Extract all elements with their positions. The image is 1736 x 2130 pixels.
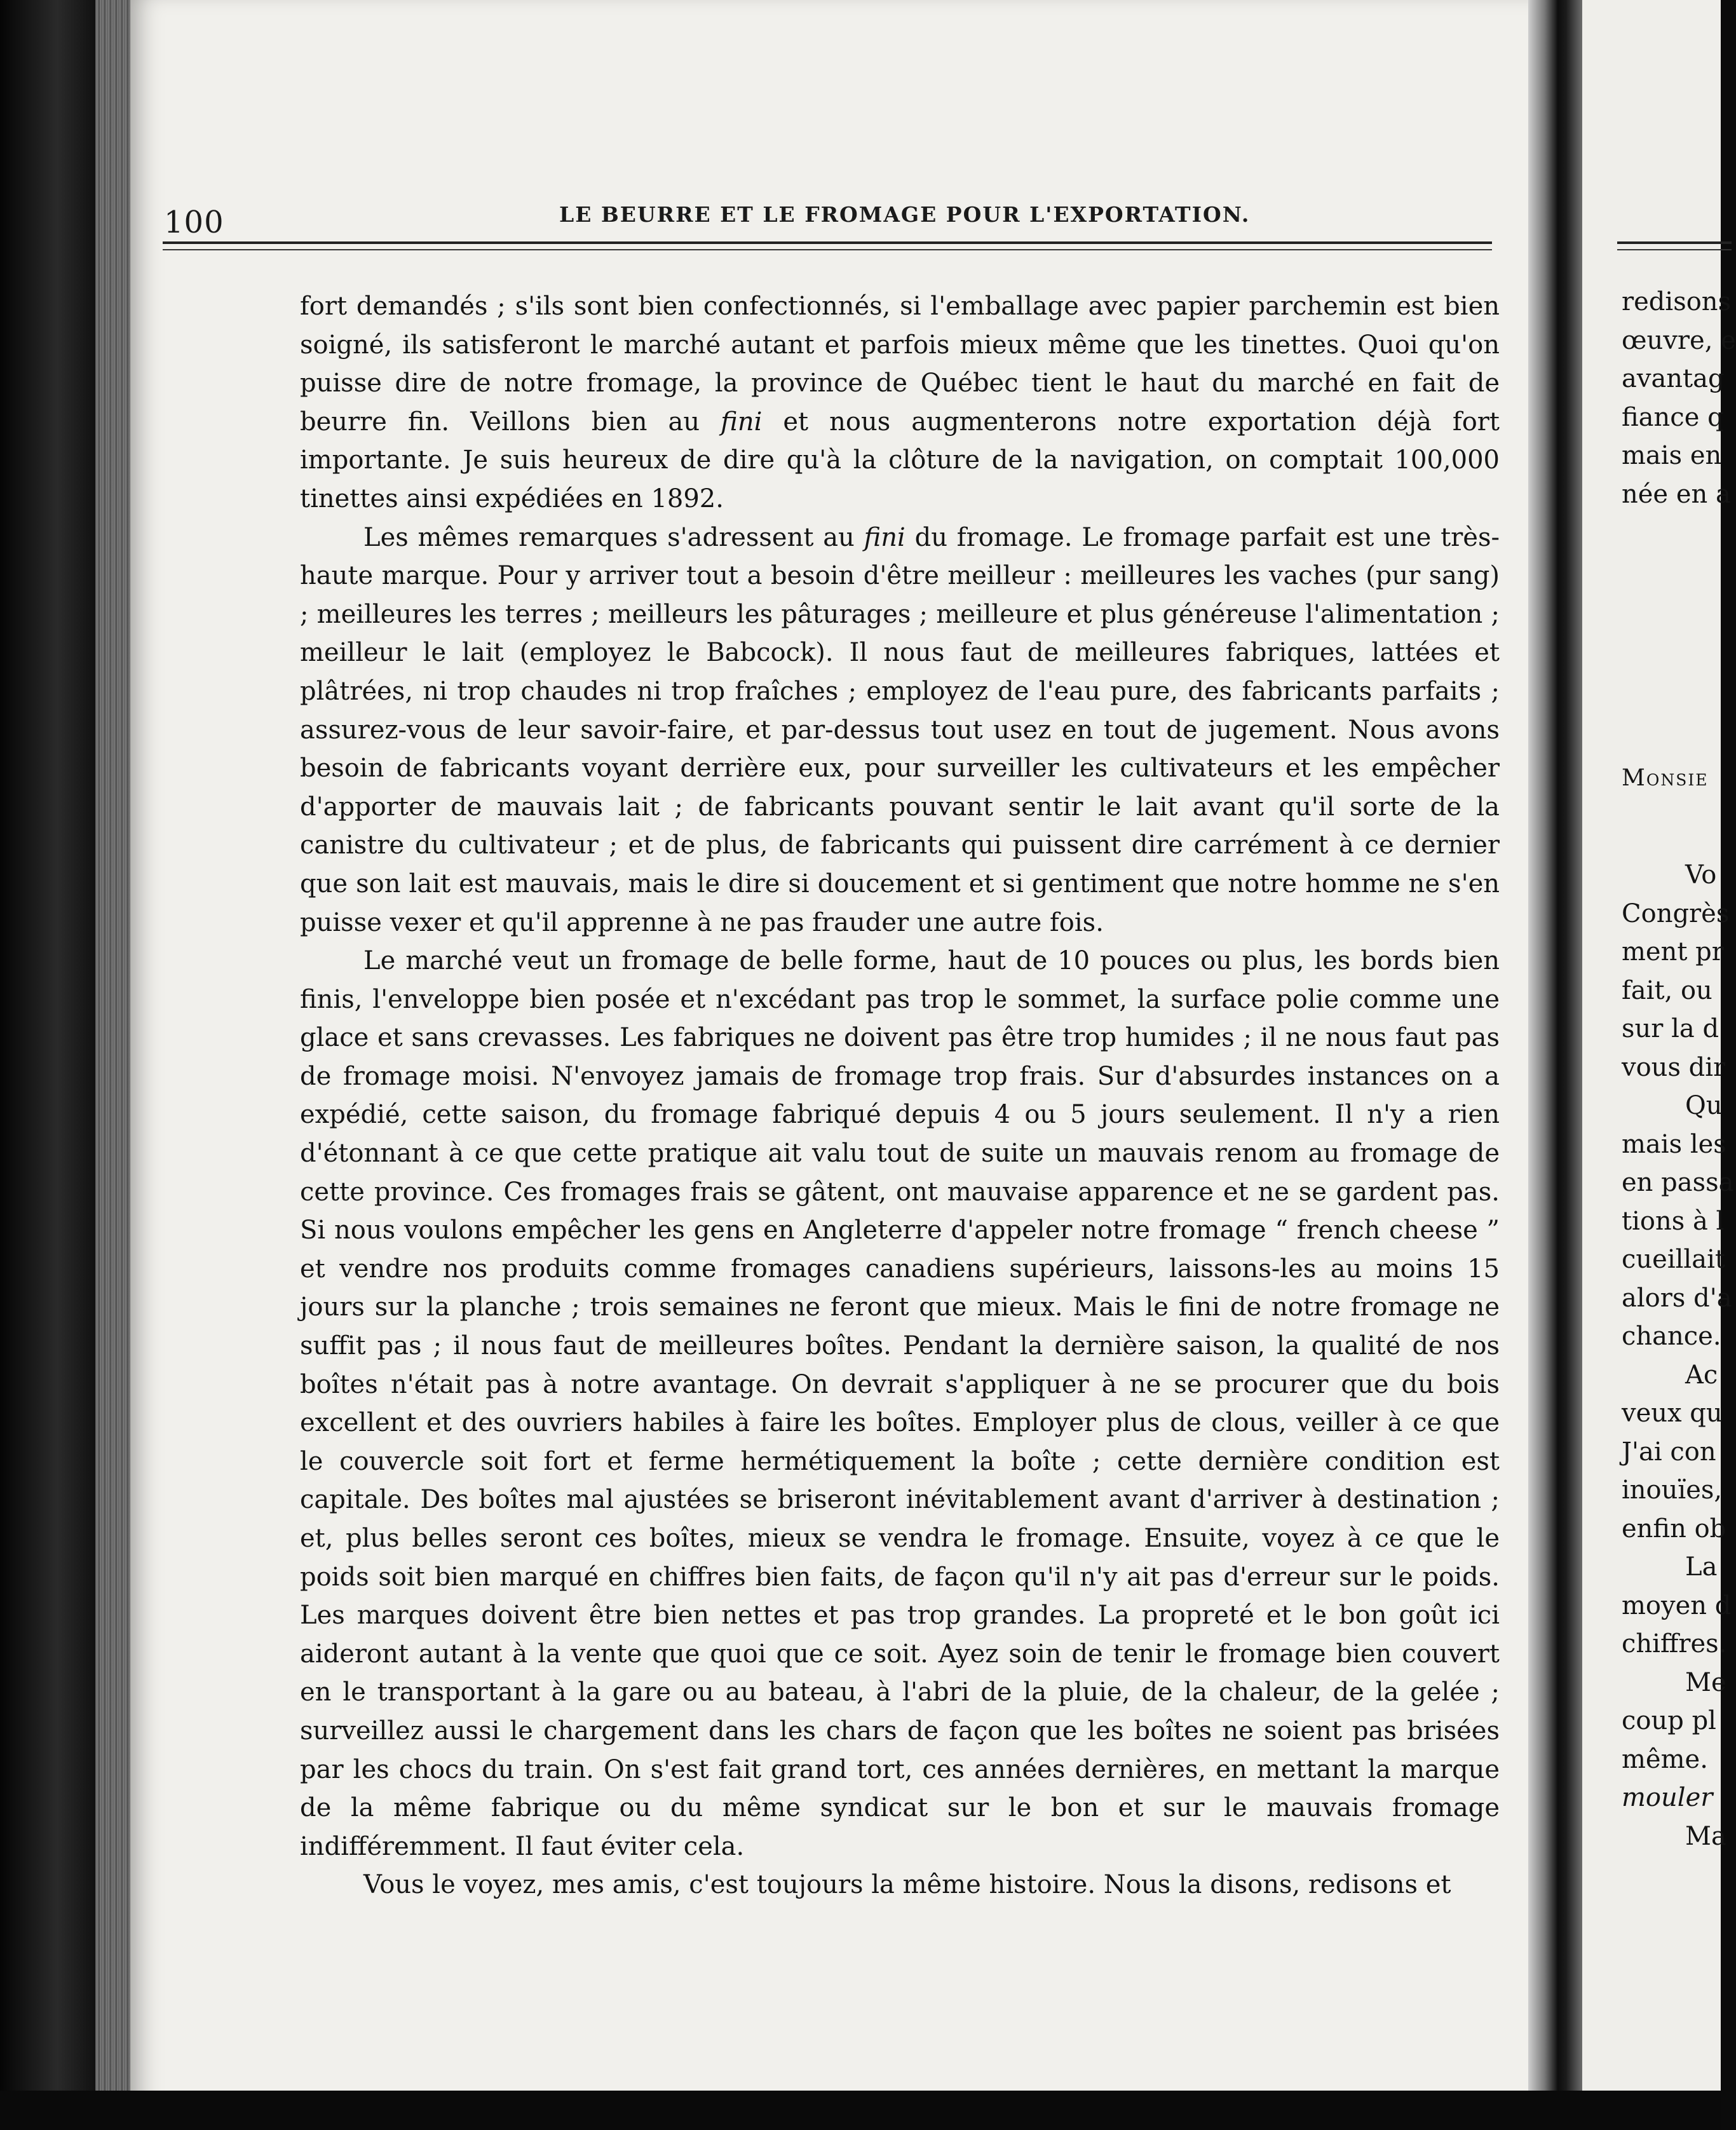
right-page-line: vous dir (1622, 1052, 1726, 1082)
right-page-line: même. (1622, 1744, 1708, 1774)
right-page-line: redisons (1622, 287, 1732, 316)
right-page-line: fait, ou (1622, 975, 1712, 1005)
book-gutter (1528, 0, 1582, 2130)
right-page-line: Congrès (1622, 899, 1730, 928)
paragraph-text: du fromage. Le fromage parfait est une très-haute marque. Pour y arriver tout a besoin d'être meilleur : meilleures les vaches (pur sang) ; meilleures les terres ; meilleurs les pâturages ; meilleure et plus généreuse l'alimentation ; meilleur le lait (employez le Babcock). Il nous faut de meilleures fabriques, lattées et plâtrées, ni trop chaudes ni trop fraîches ; employez de l'eau pure, des fabricants parfaits ; assurez-vous de leur savoir-faire, et par-dessus tout usez en tout de jugement. Nous avons besoin de fabricants voyant derrière eux, pour surveiller les cultivateurs et les empêcher d'apporter de mauvais lait ; de fabricants pouvant sentir le lait avant qu'il sorte de la canistre du cultivateur ; et de plus, de fabricants qui puissent dire carrément à ce dernier que son lait est mauvais, mais le dire si doucement et si gentiment que notre homme ne s'en puisse vexer et qu'il apprenne à ne pas frauder une autre fois. (300, 522, 1500, 937)
right-page-heading: Monsie (1622, 765, 1709, 791)
right-page-line: Vo (1685, 860, 1717, 890)
running-title: LE BEURRE ET LE FROMAGE POUR L'EXPORTATION. (559, 202, 1251, 227)
paragraph-text: Le marché veut un fromage de belle forme, haut de 10 pouces ou plus, les bords bien finis, l'enveloppe bien posée et n'excédant pas trop le sommet, la surface polie comme une glace et sans crevasses. Les fabriques ne doivent pas être trop humides ; il ne nous faut pas de fromage moisi. N'envoyez jamais de fromage trop frais. Sur d'absurdes instances on a expédié, cette saison, du fromage fabriqué depuis 4 ou 5 jours seulement. Il n'y a rien d'étonnant à ce que cette pratique ait valu tout de suite un mauvais renom au fromage de cette province. Ces fromages frais se gâtent, ont mauvaise apparence et ne se gardent pas. Si nous voulons empêcher les gens en Angleterre d'appeler notre fromage “ french cheese ” et vendre nos produits comme fromages canadiens supérieurs, laissons-les au moins 15 jours sur la planche ; trois semaines ne feront que mieux. Mais le fini de notre fromage ne suffit pas ; il nous faut de meilleures boîtes. Pendant la dernière saison, la qualité de nos boîtes n'était pas à notre avantage. On devrait s'appliquer à ne se procurer que du bois excellent et des ouvriers habiles à faire les boîtes. Employer plus de clous, veiller à ce que le couvercle soit fort et ferme hermétiquement la boîte ; cette dernière condition est capitale. Des boîtes mal ajustées se briseront inévitablement avant d'arriver à destination ; et, plus belles seront ces boîtes, mieux se vendra le fromage. Ensuite, voyez à ce que le poids soit bien marqué en chiffres bien faits, de façon qu'il n'y ait pas d'erreur sur le poids. Les marques doivent être bien nettes et pas trop grandes. La propreté et le bon goût ici aideront autant à la vente que quoi que ce soit. Ayez soin de tenir le fromage bien couvert en le transportant à la gare ou au bateau, à l'abri de la pluie, de la chaleur, de la gelée ; surveillez aussi le chargement dans les chars de façon que les boîtes ne soient pas brisées par les chocs du train. On s'est fait grand tort, ces années dernières, en mettant la marque de la même fabrique ou du même syndicat sur le bon et sur le mauvais fromage indifféremment. Il faut éviter cela. (300, 946, 1500, 1861)
right-page-line: mais les (1622, 1129, 1726, 1159)
page-number: 100 (164, 205, 224, 240)
right-page-line: Ac (1685, 1360, 1718, 1390)
right-page-line: alors d'a (1622, 1283, 1732, 1313)
right-page-line: fiance q (1622, 402, 1724, 432)
right-page-line: Ma (1685, 1821, 1726, 1851)
right-page-line: ment pr (1622, 937, 1724, 967)
right-page-line: en passa (1622, 1168, 1734, 1197)
right-page-line: tions à l (1622, 1206, 1725, 1236)
italic-text: fini (864, 522, 905, 552)
paragraph-text: et nous augmenterons notre exportation déjà fort importante. Je suis heureux de dire qu'à la clôture de la navigation, on comptait 100,000 tinettes ainsi expédiées en 1892. (300, 407, 1500, 513)
right-page-line: avantag (1622, 364, 1725, 394)
right-page-line: moyen d (1622, 1591, 1732, 1620)
italic-text: fini (721, 407, 763, 437)
paragraph (300, 942, 1500, 1866)
right-page-line: enfin ob (1622, 1514, 1726, 1543)
right-page-line: mais en (1622, 441, 1722, 471)
right-page-rule-thin (1617, 249, 1732, 250)
right-page-line: chance. (1622, 1322, 1721, 1351)
paragraph-text: Les mêmes remarques s'adressent au (363, 522, 864, 552)
header-rule-thick (163, 241, 1492, 244)
right-page-line: veux qu (1622, 1399, 1723, 1428)
right-page-line: œuvre, e (1622, 325, 1736, 355)
right-page-line: coup pl (1622, 1706, 1716, 1735)
right-page-line: inouïes, (1622, 1475, 1723, 1505)
paragraph-text: Vous le voyez, mes amis, c'est toujours la même histoire. Nous la disons, redisons et (363, 1870, 1451, 1900)
right-page-line: sur la d (1622, 1014, 1719, 1043)
header-rule-thin (163, 249, 1492, 250)
book-page-edges (95, 0, 130, 2130)
scanner-background-bottom (0, 2091, 1721, 2130)
paragraph-text: fort demandés ; s'ils sont bien confectionnés, si l'emballage avec papier parchemin est bien soigné, ils satisferont le marché autant et parfois mieux même que les tinettes. Quoi qu'on puisse dire de notre fromage, la province de Québec tient le haut du marché en fait de beurre fin. Veillons bien au (300, 292, 1500, 437)
right-page-line: née en a (1622, 480, 1731, 509)
scanner-background-left (0, 0, 95, 2130)
right-page-line: Qu (1685, 1091, 1723, 1120)
right-page-rule-thick (1617, 241, 1732, 244)
body-text (300, 287, 1500, 1904)
paragraph (300, 287, 1500, 519)
right-page-line: Me (1685, 1667, 1726, 1697)
right-page-line: chiffres. (1622, 1629, 1727, 1659)
paragraph (300, 519, 1500, 942)
right-page-line: La (1685, 1552, 1718, 1582)
right-page-line: J'ai con (1622, 1437, 1716, 1467)
paragraph (300, 1866, 1500, 1904)
right-page-line: mouler (1622, 1783, 1713, 1812)
right-page-line: cueillait (1622, 1245, 1725, 1274)
